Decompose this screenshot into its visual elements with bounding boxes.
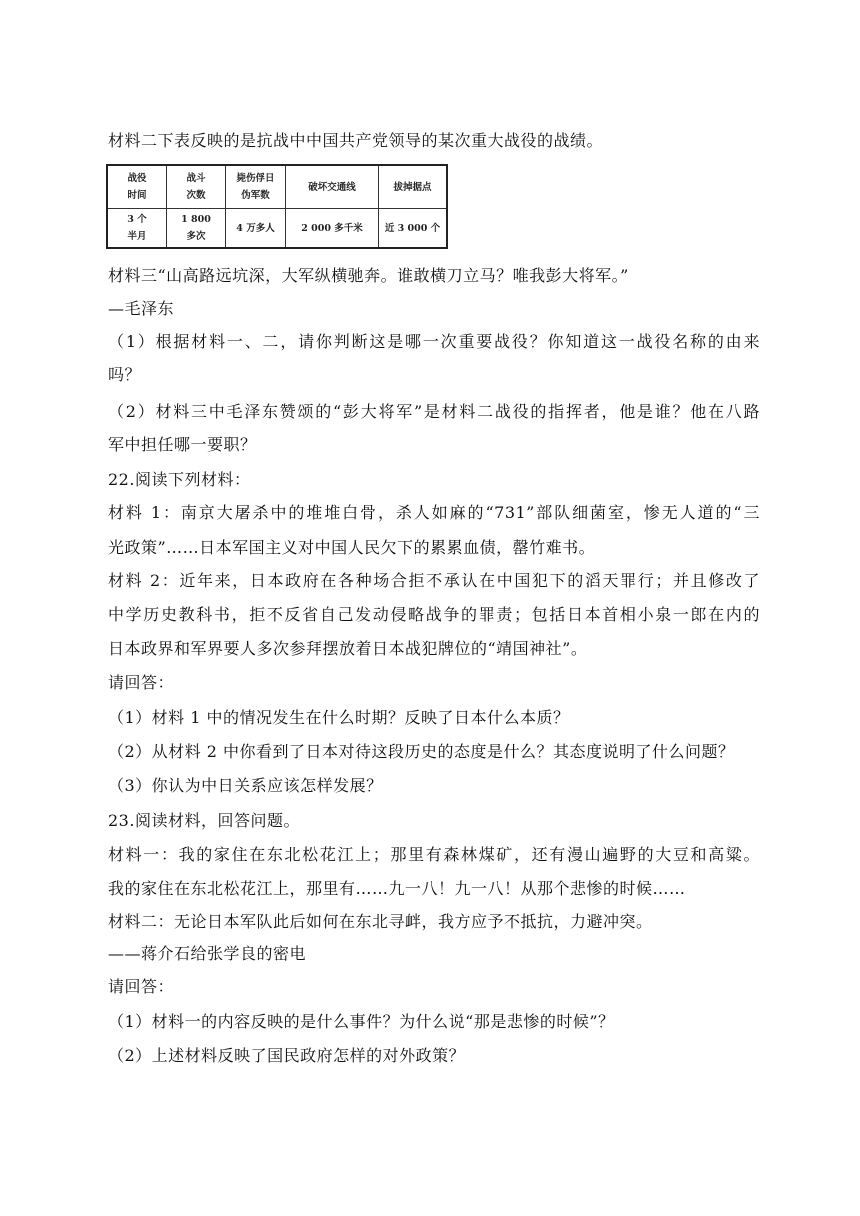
q22-question1: （1）材料 1 中的情况发生在什么时期？反映了日本什么本质？	[108, 708, 570, 727]
q23-answer-label: 请回答：	[108, 977, 175, 996]
q21-part1-line2: 吗？	[108, 365, 142, 384]
q23-question2: （2）上述材料反映了国民政府怎样的对外政策？	[108, 1046, 466, 1065]
cell-casualties: 4 万多人	[226, 209, 286, 249]
q22-material2-line3: 日本政界和军界要人多次参拜摆放着日本战犯牌位的“靖国神社”。	[108, 639, 588, 658]
q23-title: 23.阅读材料，回答问题。	[108, 811, 300, 830]
cell-transport: 2 000 多千米	[286, 209, 379, 249]
material3-author: —毛泽东	[108, 299, 175, 318]
header-transport-destroyed: 破坏交通线	[286, 165, 379, 209]
q22-question3: （3）你认为中日关系应该怎样发展？	[108, 776, 383, 795]
q23-material1-line1: 材料一：我的家住在东北松花江上；那里有森林煤矿，还有漫山遍野的大豆和高粱。	[108, 845, 760, 864]
table-header-row	[107, 165, 447, 209]
material3-quote: 材料三“山高路远坑深，大军纵横驰奔。谁敢横刀立马？唯我彭大将军。”	[108, 266, 629, 285]
cell-duration: 3 个 半月	[107, 209, 167, 249]
q21-part1-line1: （1）根据材料一、二，请你判断这是哪一次重要战役？你知道这一战役名称的由来	[108, 332, 760, 351]
q22-answer-label: 请回答：	[108, 673, 175, 692]
q23-material2-source: ——蒋介石给张学良的密电	[108, 944, 307, 963]
q21-part2-line2: 军中担任哪一要职？	[108, 435, 257, 454]
header-enemy-casualties: 毙伤俘日 伪军数	[226, 165, 286, 209]
q22-material1-line1: 材料 1：南京大屠杀中的堆堆白骨，杀人如麻的“731”部队细菌室，惨无人道的“三	[108, 503, 760, 522]
q22-material1-line2: 光政策”……日本军国主义对中国人民欠下的累累血债，罄竹难书。	[108, 538, 596, 557]
cell-strongholds: 近 3 000 个	[379, 209, 448, 249]
battle-results-table	[106, 164, 448, 249]
header-strongholds-captured: 拔掉据点	[379, 165, 448, 209]
q23-question1: （1）材料一的内容反映的是什么事件？为什么说“那是悲惨的时候”？	[108, 1012, 615, 1031]
q23-material1-line2: 我的家住在东北松花江上，那里有……九一八！九一八！从那个悲惨的时候……	[108, 879, 686, 898]
material2-intro: 材料二下表反映的是抗战中中国共产党领导的某次重大战役的战绩。	[108, 131, 604, 150]
cell-battle-count: 1 800 多次	[167, 209, 226, 249]
q21-part2-line1: （2）材料三中毛泽东赞颂的“彭大将军”是材料二战役的指挥者，他是谁？他在八路	[108, 402, 760, 421]
q22-material2-line2: 中学历史教科书，拒不反省自己发动侵略战争的罪责；包括日本首相小泉一郎在内的	[108, 605, 760, 624]
q22-question2: （2）从材料 2 中你看到了日本对待这段历史的态度是什么？其态度说明了什么问题？	[108, 742, 735, 761]
q23-material2: 材料二：无论日本军队此后如何在东北寻衅，我方应予不抵抗，力避冲突。	[108, 912, 653, 931]
header-battle-duration: 战役 时间	[107, 165, 167, 209]
table-row	[107, 209, 447, 249]
q22-title: 22.阅读下列材料：	[108, 470, 251, 489]
q22-material2-line1: 材料 2：近年来，日本政府在各种场合拒不承认在中国犯下的滔天罪行；并且修改了	[108, 571, 760, 590]
header-battle-count: 战斗 次数	[167, 165, 226, 209]
